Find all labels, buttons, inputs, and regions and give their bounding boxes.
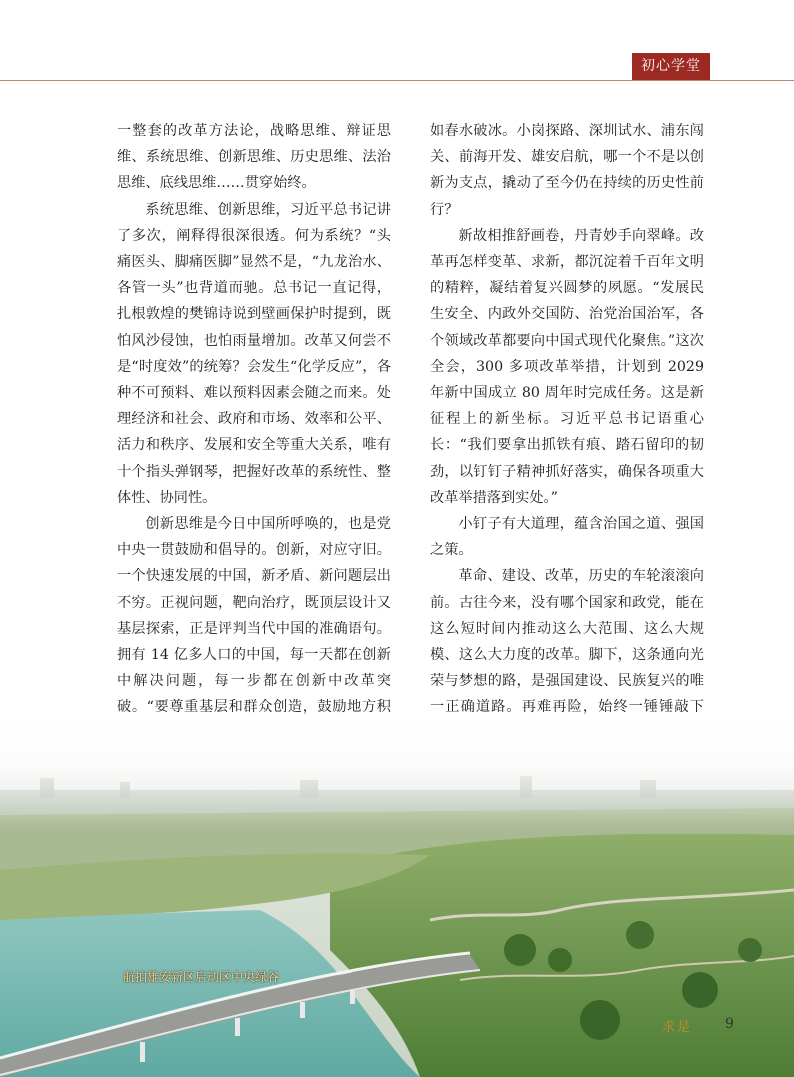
paragraph: 系统思维、创新思维，习近平总书记讲了多次，阐释得很深很透。何为系统？“头痛医头、脚痛医脚”显然不是，“九龙治水、各管一头”也背道而驰。总书记一直记得，扎根敦煌的樊锦诗说到壁画保护时提到，既怕风沙侵蚀，也怕雨量增加。改革又何尝不是“时度效”的统筹？会发生“化学反应”，各种不可预料、难以预料因素会随之而来。处理经济和社会、政府和市场、效率和公平、活力和秩序、发展和安全等重大关系，唯有十个指头弹钢琴，把握好改革的系统性、整体性、协同性。 — [117, 201, 391, 506]
paragraph: 小钉子有大道理，蕴含治国之道、强国之策。 — [430, 516, 704, 559]
paragraph: 如春水破冰。小岗探路、深圳试水、浦东闯关、前海开发、雄安启航，哪一个不是以创新为支点，撬动了至今仍在持续的历史性前行？ — [430, 123, 704, 218]
paragraph: 创新思维是今日中国所呼唤的，也是党中央一贯鼓励和倡导的。创新，对应守旧。一个快速发展的中国，新矛盾、新问题层出不穷。正视问题，靶向治疗，既顶层设计又基层探索，正是评判当代中国的准确语句。拥有 14 亿多人口的中国，每一天都在创新中解决问题，每一步都在创新中改革突破。“要尊重基层和群众创造，鼓励地方积 — [117, 516, 391, 716]
page-number: 9 — [725, 1016, 734, 1032]
photo-caption: 航拍雄安新区启动区中央绿谷 — [123, 970, 280, 984]
section-tag: 初心学堂 — [632, 53, 710, 80]
paragraph: 新故相推舒画卷，丹青妙手向翠峰。改革再怎样变革、求新，都沉淀着千百年文明的精粹，凝结着复兴圆梦的夙愿。“发展民生安全、内政外交国防、治党治国治军，各个领域改革都要向中国式现代化聚焦。”这次全会，300 多项改革举措，计划到 2029 年新中国成立 80 周年时完成任务。这是新征程上的新坐标。习近平总书记语重心长：“我们要拿出抓铁有痕、踏石留印的韧劲，以钉钉子精神抓好落实，确保各项重大改革举措落到实处。” — [430, 227, 704, 506]
photo-top-fade — [0, 720, 794, 830]
paragraph: 革命、建设、改革，历史的车轮滚滚向前。古往今来，没有哪个国家和政党，能在这么短时间内推动这么大范围、这么大规模、这么大力度的改革。脚下，这条通向光荣与梦想的路，是强国建设、民族复兴的唯一正确道路。再难再险，始终一锤锤敲下 — [430, 568, 704, 716]
paragraph: 一整套的改革方法论，战略思维、辩证思维、系统思维、创新思维、历史思维、法治思维、底线思维……贯穿始终。 — [117, 123, 391, 192]
page-mark: 求是 — [662, 1020, 693, 1035]
left-column — [117, 118, 391, 799]
header-rule — [0, 80, 794, 81]
